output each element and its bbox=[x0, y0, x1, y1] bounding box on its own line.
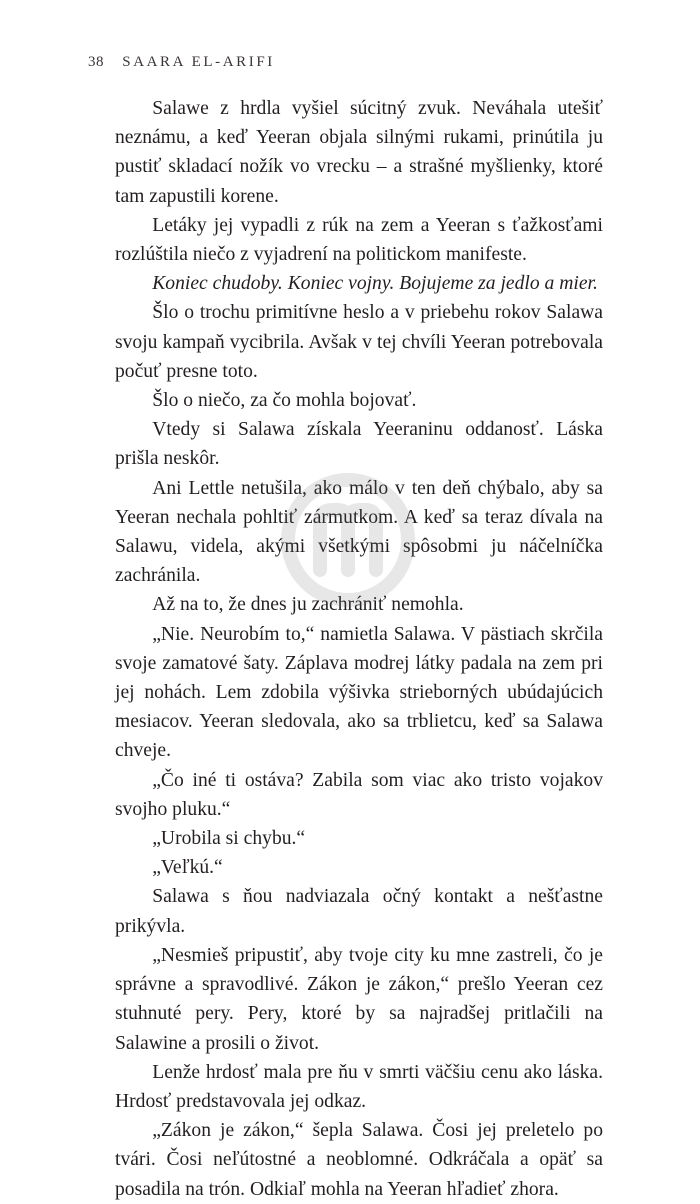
paragraph: Šlo o niečo, za čo mohla bojovať. bbox=[152, 390, 417, 412]
paragraph: Lenže hrdosť mala pre ňu v smrti väčšiu cenu ako láska. Hrdosť predstavovala jej odkaz. bbox=[115, 1061, 603, 1112]
paragraph: Ani Lettle netušila, ako málo v ten deň chýbalo, aby sa Yeeran nechala pohltiť zármutkom. A keď sa teraz dívala na Salawu, videla, akými všetkými spôsobmi ju náčelníčka zachránila. bbox=[115, 477, 603, 587]
paragraph: Šlo o trochu primitívne heslo a v priebehu rokov Salawa svoju kampaň vycibrila. Avšak v tej chvíli Yeeran potrebovala počuť presne toto. bbox=[115, 302, 603, 382]
running-header-author: SAARA EL-ARIFI bbox=[122, 54, 275, 70]
paragraph: Letáky jej vypadli z rúk na zem a Yeeran s ťažkosťami rozlúštila niečo z vyjadrení na politickom manifeste. bbox=[115, 214, 603, 266]
body-text bbox=[115, 94, 603, 1204]
paragraph: Vtedy si Salawa získala Yeeraninu oddanosť. Láska prišla neskôr. bbox=[115, 419, 603, 470]
paragraph: „Čo iné ti ostáva? Zabila som viac ako tristo vojakov svojho pluku.“ bbox=[115, 769, 603, 820]
paragraph: Salawa s ňou nadviazala očný kontakt a nešťastne prikývla. bbox=[115, 886, 603, 937]
paragraph: „Urobila si chybu.“ bbox=[152, 828, 306, 850]
page-number: 38 bbox=[88, 54, 104, 70]
paragraph: „Nesmieš pripustiť, aby tvoje city ku mne zastreli, čo je správne a spravodlivé. Zákon je zákon,“ prešlo Yeeran cez stuhnuté pery. Pery, ktoré by sa najradšej pritlačili na Salawine a prosili o život. bbox=[115, 944, 603, 1054]
running-header bbox=[88, 54, 275, 71]
paragraph: „Nie. Neurobím to,“ namietla Salawa. V pästiach skrčila svoje zamatové šaty. Záplava modrej látky padala na zem pri jej nohách. Lem zdobila výšivka strieborných ubúdajúcich mesiacov. Yeeran sledovala, ako sa trblietcu, keď sa Salawa chveje. bbox=[115, 623, 603, 762]
paragraph: „Veľkú.“ bbox=[152, 857, 223, 879]
paragraph: „Zákon je zákon,“ šepla Salawa. Čosi jej preletelo po tvári. Čosi neľútostné a neoblomné. Odkráčala a opäť sa posadila na trón. Odkiaľ mohla na Yeeran hľadieť zhora. bbox=[115, 1120, 603, 1200]
paragraph: Koniec chudoby. Koniec vojny. Bojujeme za jedlo a mier. bbox=[152, 273, 598, 295]
paragraph: Salawe z hrdla vyšiel súcitný zvuk. Neváhala utešiť neznámu, a keď Yeeran objala silnými rukami, prinútila ju pustiť skladací nožík vo vrecku – a strašné myšlienky, ktoré tam zapustili korene. bbox=[115, 98, 603, 207]
paragraph: Až na to, že dnes ju zachrániť nemohla. bbox=[152, 594, 464, 616]
